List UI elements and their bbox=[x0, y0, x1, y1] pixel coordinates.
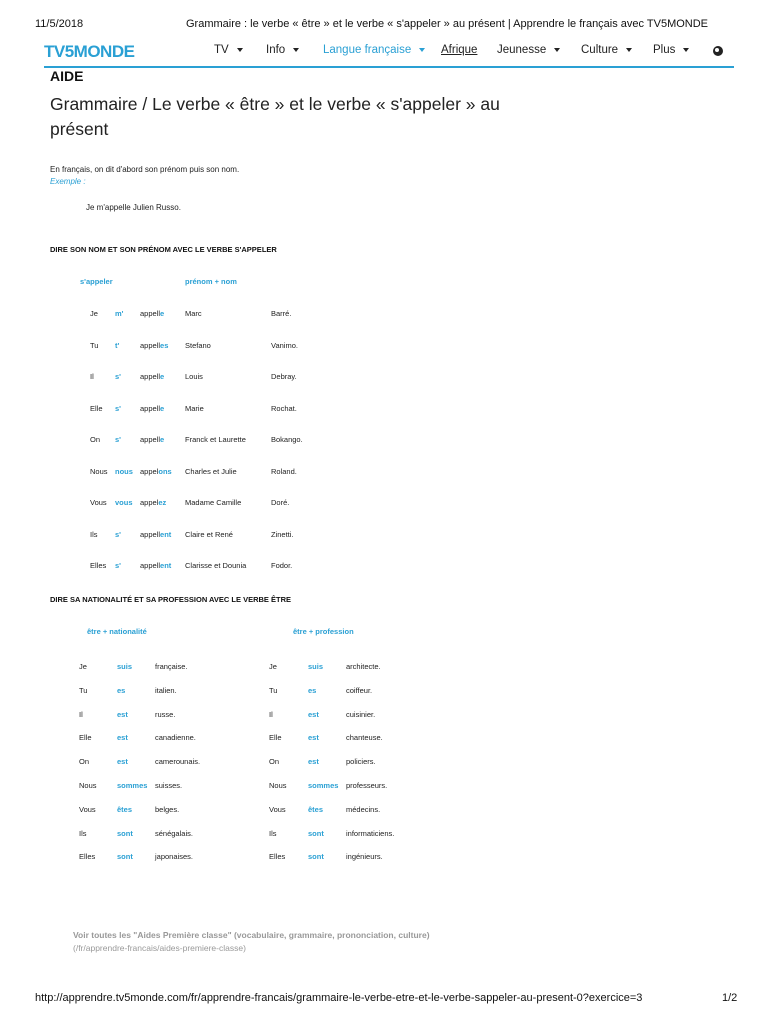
nav-item-label: Info bbox=[266, 44, 286, 56]
profession: professeurs. bbox=[346, 781, 388, 790]
chevron-down-icon bbox=[626, 48, 632, 52]
verb-stem: appel bbox=[140, 466, 159, 476]
profession: informaticiens. bbox=[346, 828, 395, 838]
table-row bbox=[0, 805, 768, 817]
pronoun: Elles bbox=[269, 852, 286, 862]
table-row bbox=[0, 852, 768, 864]
verb-conjugated bbox=[140, 530, 171, 539]
verb-conjugated bbox=[140, 341, 168, 350]
verb-etre: est bbox=[117, 709, 128, 719]
verb-etre: suis bbox=[117, 662, 133, 671]
example-sentence: Je m'appelle Julien Russo. bbox=[86, 203, 181, 212]
verb-stem: appell bbox=[140, 529, 161, 539]
nav-item-culture[interactable] bbox=[581, 44, 632, 56]
reflexive-pronoun: s' bbox=[115, 529, 121, 539]
table-row bbox=[0, 372, 768, 384]
pronoun: Il bbox=[90, 372, 94, 381]
page-title: Grammaire / Le verbe « être » et le verbe « s'appeler » au présent bbox=[50, 94, 500, 139]
verb-conjugated bbox=[140, 372, 164, 381]
verb-stem: appell bbox=[140, 340, 161, 350]
aides-premiere-classe-link[interactable] bbox=[73, 929, 453, 955]
nationalite: italien. bbox=[155, 685, 177, 695]
prenom: Marc bbox=[185, 309, 202, 318]
pronoun: Elle bbox=[79, 733, 92, 743]
table-row bbox=[0, 781, 768, 793]
pronoun: Vous bbox=[269, 804, 286, 814]
nav-item-label: Plus bbox=[653, 44, 676, 56]
table-row bbox=[0, 710, 768, 722]
verb-etre: est bbox=[117, 757, 128, 767]
verb-conjugated bbox=[140, 498, 166, 507]
verb-etre: suis bbox=[308, 662, 324, 671]
verb-ending: ent bbox=[160, 529, 172, 539]
table2-header-profession: être + profession bbox=[293, 627, 354, 636]
prenom: Madame Camille bbox=[185, 498, 242, 507]
exemple-label: Exemple : bbox=[50, 177, 86, 186]
profession: architecte. bbox=[346, 662, 381, 671]
table-row bbox=[0, 829, 768, 841]
nationalite: française. bbox=[155, 662, 188, 671]
pronoun: Ils bbox=[269, 828, 277, 838]
table-row bbox=[0, 733, 768, 745]
profession: chanteuse. bbox=[346, 733, 383, 743]
pronoun: On bbox=[90, 435, 101, 444]
nationalite: japonaises. bbox=[155, 852, 193, 862]
nom: Roland. bbox=[271, 466, 297, 476]
table-row bbox=[0, 309, 768, 321]
table-row bbox=[0, 435, 768, 447]
table-row bbox=[0, 686, 768, 698]
pronoun: Je bbox=[90, 309, 98, 318]
profession: ingénieurs. bbox=[346, 852, 383, 862]
nationalite: suisses. bbox=[155, 781, 183, 790]
verb-conjugated bbox=[140, 309, 164, 318]
prenom: Franck et Laurette bbox=[185, 435, 246, 444]
table2-header-nationalite: être + nationalité bbox=[87, 627, 147, 636]
pronoun: On bbox=[79, 757, 90, 767]
verb-etre: est bbox=[117, 733, 128, 743]
nom: Bokango. bbox=[271, 435, 303, 444]
pronoun: Il bbox=[269, 709, 273, 719]
heading-nationalite-profession: DIRE SA NATIONALITÉ ET SA PROFESSION AVEC LE VERBE ÊTRE bbox=[50, 595, 291, 604]
prenom: Claire et René bbox=[185, 529, 233, 539]
verb-ending: es bbox=[160, 340, 169, 350]
print-header bbox=[0, 0, 768, 30]
table-row bbox=[0, 341, 768, 353]
verb-conjugated bbox=[140, 561, 171, 570]
verb-stem: appell bbox=[140, 372, 161, 381]
chevron-down-icon bbox=[683, 48, 689, 52]
reflexive-pronoun: vous bbox=[115, 498, 133, 507]
nav-item-label: Langue française bbox=[323, 44, 412, 56]
table-row bbox=[0, 404, 768, 416]
verb-etre: sont bbox=[117, 852, 133, 862]
reflexive-pronoun: m' bbox=[115, 309, 124, 318]
intro-text: En français, on dit d'abord son prénom puis son nom. bbox=[50, 165, 240, 174]
nav-item-label: Culture bbox=[581, 44, 619, 56]
nav-item-label: TV bbox=[214, 44, 229, 56]
pronoun: Elle bbox=[269, 733, 282, 743]
verb-stem: appell bbox=[140, 561, 161, 570]
verb-etre: êtes bbox=[308, 804, 324, 814]
pronoun: Nous bbox=[269, 781, 287, 790]
tv5monde-logo[interactable]: TV5MONDE bbox=[44, 42, 135, 61]
nav-item-afrique[interactable] bbox=[441, 44, 477, 56]
pronoun: Ils bbox=[90, 529, 98, 539]
nom: Barré. bbox=[271, 309, 292, 318]
verb-stem: appell bbox=[140, 403, 161, 413]
nav-item-info[interactable] bbox=[266, 44, 299, 56]
nationalite: sénégalais. bbox=[155, 828, 193, 838]
verb-ending: e bbox=[160, 372, 165, 381]
verb-conjugated bbox=[140, 404, 164, 413]
verb-etre: sont bbox=[117, 828, 133, 838]
verb-etre: sommes bbox=[117, 781, 148, 790]
profession: policiers. bbox=[346, 757, 376, 767]
nom: Doré. bbox=[271, 498, 290, 507]
profession: cuisinier. bbox=[346, 709, 376, 719]
prenom: Marie bbox=[185, 403, 204, 413]
table-row bbox=[0, 498, 768, 510]
verb-etre: sommes bbox=[308, 781, 339, 790]
verb-etre: est bbox=[308, 733, 319, 743]
nationalite: camerounais. bbox=[155, 757, 201, 767]
verb-conjugated bbox=[140, 435, 164, 444]
print-date: 11/5/2018 bbox=[35, 18, 84, 30]
profession: médecins. bbox=[346, 804, 381, 814]
pronoun: Il bbox=[79, 709, 83, 719]
pronoun: Je bbox=[79, 662, 87, 671]
table-row bbox=[0, 662, 768, 674]
pronoun: Nous bbox=[90, 466, 108, 476]
main-navbar bbox=[44, 38, 734, 68]
table-row bbox=[0, 757, 768, 769]
verb-conjugated bbox=[140, 467, 172, 476]
table-row bbox=[0, 561, 768, 573]
verb-ending: ons bbox=[158, 466, 172, 476]
verb-etre: es bbox=[117, 685, 126, 695]
pronoun: Vous bbox=[90, 498, 107, 507]
verb-etre: sont bbox=[308, 852, 324, 862]
verb-etre: sont bbox=[308, 828, 324, 838]
reflexive-pronoun: s' bbox=[115, 372, 121, 381]
nom: Vanimo. bbox=[271, 340, 298, 350]
verb-ending: e bbox=[160, 403, 165, 413]
reflexive-pronoun: s' bbox=[115, 435, 121, 444]
verb-etre: est bbox=[308, 709, 319, 719]
nav-item-label: Jeunesse bbox=[497, 44, 547, 56]
heading-nom-prenom: DIRE SON NOM ET SON PRÉNOM AVEC LE VERBE S'APPELER bbox=[50, 245, 277, 254]
table1-header-prenom-nom: prénom + nom bbox=[185, 277, 237, 286]
table-row bbox=[0, 530, 768, 542]
reflexive-pronoun: s' bbox=[115, 561, 121, 570]
nom: Rochat. bbox=[271, 403, 297, 413]
pronoun: Je bbox=[269, 662, 277, 671]
verb-etre: est bbox=[308, 757, 319, 767]
pronoun: Vous bbox=[79, 804, 96, 814]
print-page-number: 1/2 bbox=[722, 992, 738, 1004]
more-link-text[interactable]: Voir toutes les "Aides Première classe" (vocabulaire, grammaire, prononciation, culture) bbox=[73, 930, 430, 940]
nationalite: belges. bbox=[155, 804, 180, 814]
pronoun: Tu bbox=[90, 340, 99, 350]
print-footer bbox=[0, 985, 768, 1015]
nationalite: canadienne. bbox=[155, 733, 196, 743]
nom: Debray. bbox=[271, 372, 297, 381]
reflexive-pronoun: s' bbox=[115, 403, 121, 413]
profession: coiffeur. bbox=[346, 685, 373, 695]
print-url: http://apprendre.tv5monde.com/fr/apprendre-francais/grammaire-le-verbe-etre-et-le-verbe-sappeler-au-present-0?exercice=3 bbox=[35, 992, 643, 1004]
nav-item-label: Afrique bbox=[441, 44, 478, 56]
pronoun: Ils bbox=[79, 828, 87, 838]
section-tag: AIDE bbox=[50, 68, 84, 84]
nav-item-langue-fran-aise[interactable] bbox=[323, 44, 425, 56]
pronoun: Tu bbox=[79, 685, 88, 695]
verb-ending: e bbox=[160, 435, 165, 444]
verb-etre: es bbox=[308, 685, 317, 695]
nom: Fodor. bbox=[271, 561, 293, 570]
verb-stem: appell bbox=[140, 435, 161, 444]
pronoun: On bbox=[269, 757, 280, 767]
prenom: Charles et Julie bbox=[185, 466, 237, 476]
nav-item-jeunesse[interactable] bbox=[497, 44, 560, 56]
nom: Zinetti. bbox=[271, 529, 294, 539]
verb-stem: appel bbox=[140, 498, 159, 507]
prenom: Louis bbox=[185, 372, 203, 381]
pronoun: Elles bbox=[79, 852, 96, 862]
prenom: Stefano bbox=[185, 340, 211, 350]
reflexive-pronoun: t' bbox=[115, 340, 120, 350]
pronoun: Elle bbox=[90, 403, 103, 413]
print-page-title: Grammaire : le verbe « être » et le verbe « s'appeler » au présent | Apprendre le français avec TV5MONDE bbox=[186, 18, 709, 30]
verb-stem: appell bbox=[140, 309, 161, 318]
chevron-down-icon bbox=[554, 48, 560, 52]
table1-header-sappeler: s'appeler bbox=[80, 277, 113, 286]
pronoun: Nous bbox=[79, 781, 97, 790]
chevron-down-icon bbox=[237, 48, 243, 52]
verb-ending: e bbox=[160, 309, 165, 318]
chevron-down-icon bbox=[293, 48, 299, 52]
more-link-href[interactable]: (/fr/apprendre-francais/aides-premiere-classe) bbox=[73, 943, 246, 953]
verb-ending: ent bbox=[160, 561, 172, 570]
verb-etre: êtes bbox=[117, 804, 133, 814]
pronoun: Tu bbox=[269, 685, 278, 695]
reflexive-pronoun: nous bbox=[115, 466, 133, 476]
verb-ending: ez bbox=[158, 498, 167, 507]
nav-item-tv[interactable] bbox=[214, 44, 243, 56]
nav-item-plus[interactable] bbox=[653, 44, 689, 56]
table-row bbox=[0, 467, 768, 479]
globe-icon[interactable] bbox=[713, 46, 723, 56]
chevron-down-icon bbox=[419, 48, 425, 52]
prenom: Clarisse et Dounia bbox=[185, 561, 247, 570]
nationalite: russe. bbox=[155, 709, 176, 719]
pronoun: Elles bbox=[90, 561, 107, 570]
